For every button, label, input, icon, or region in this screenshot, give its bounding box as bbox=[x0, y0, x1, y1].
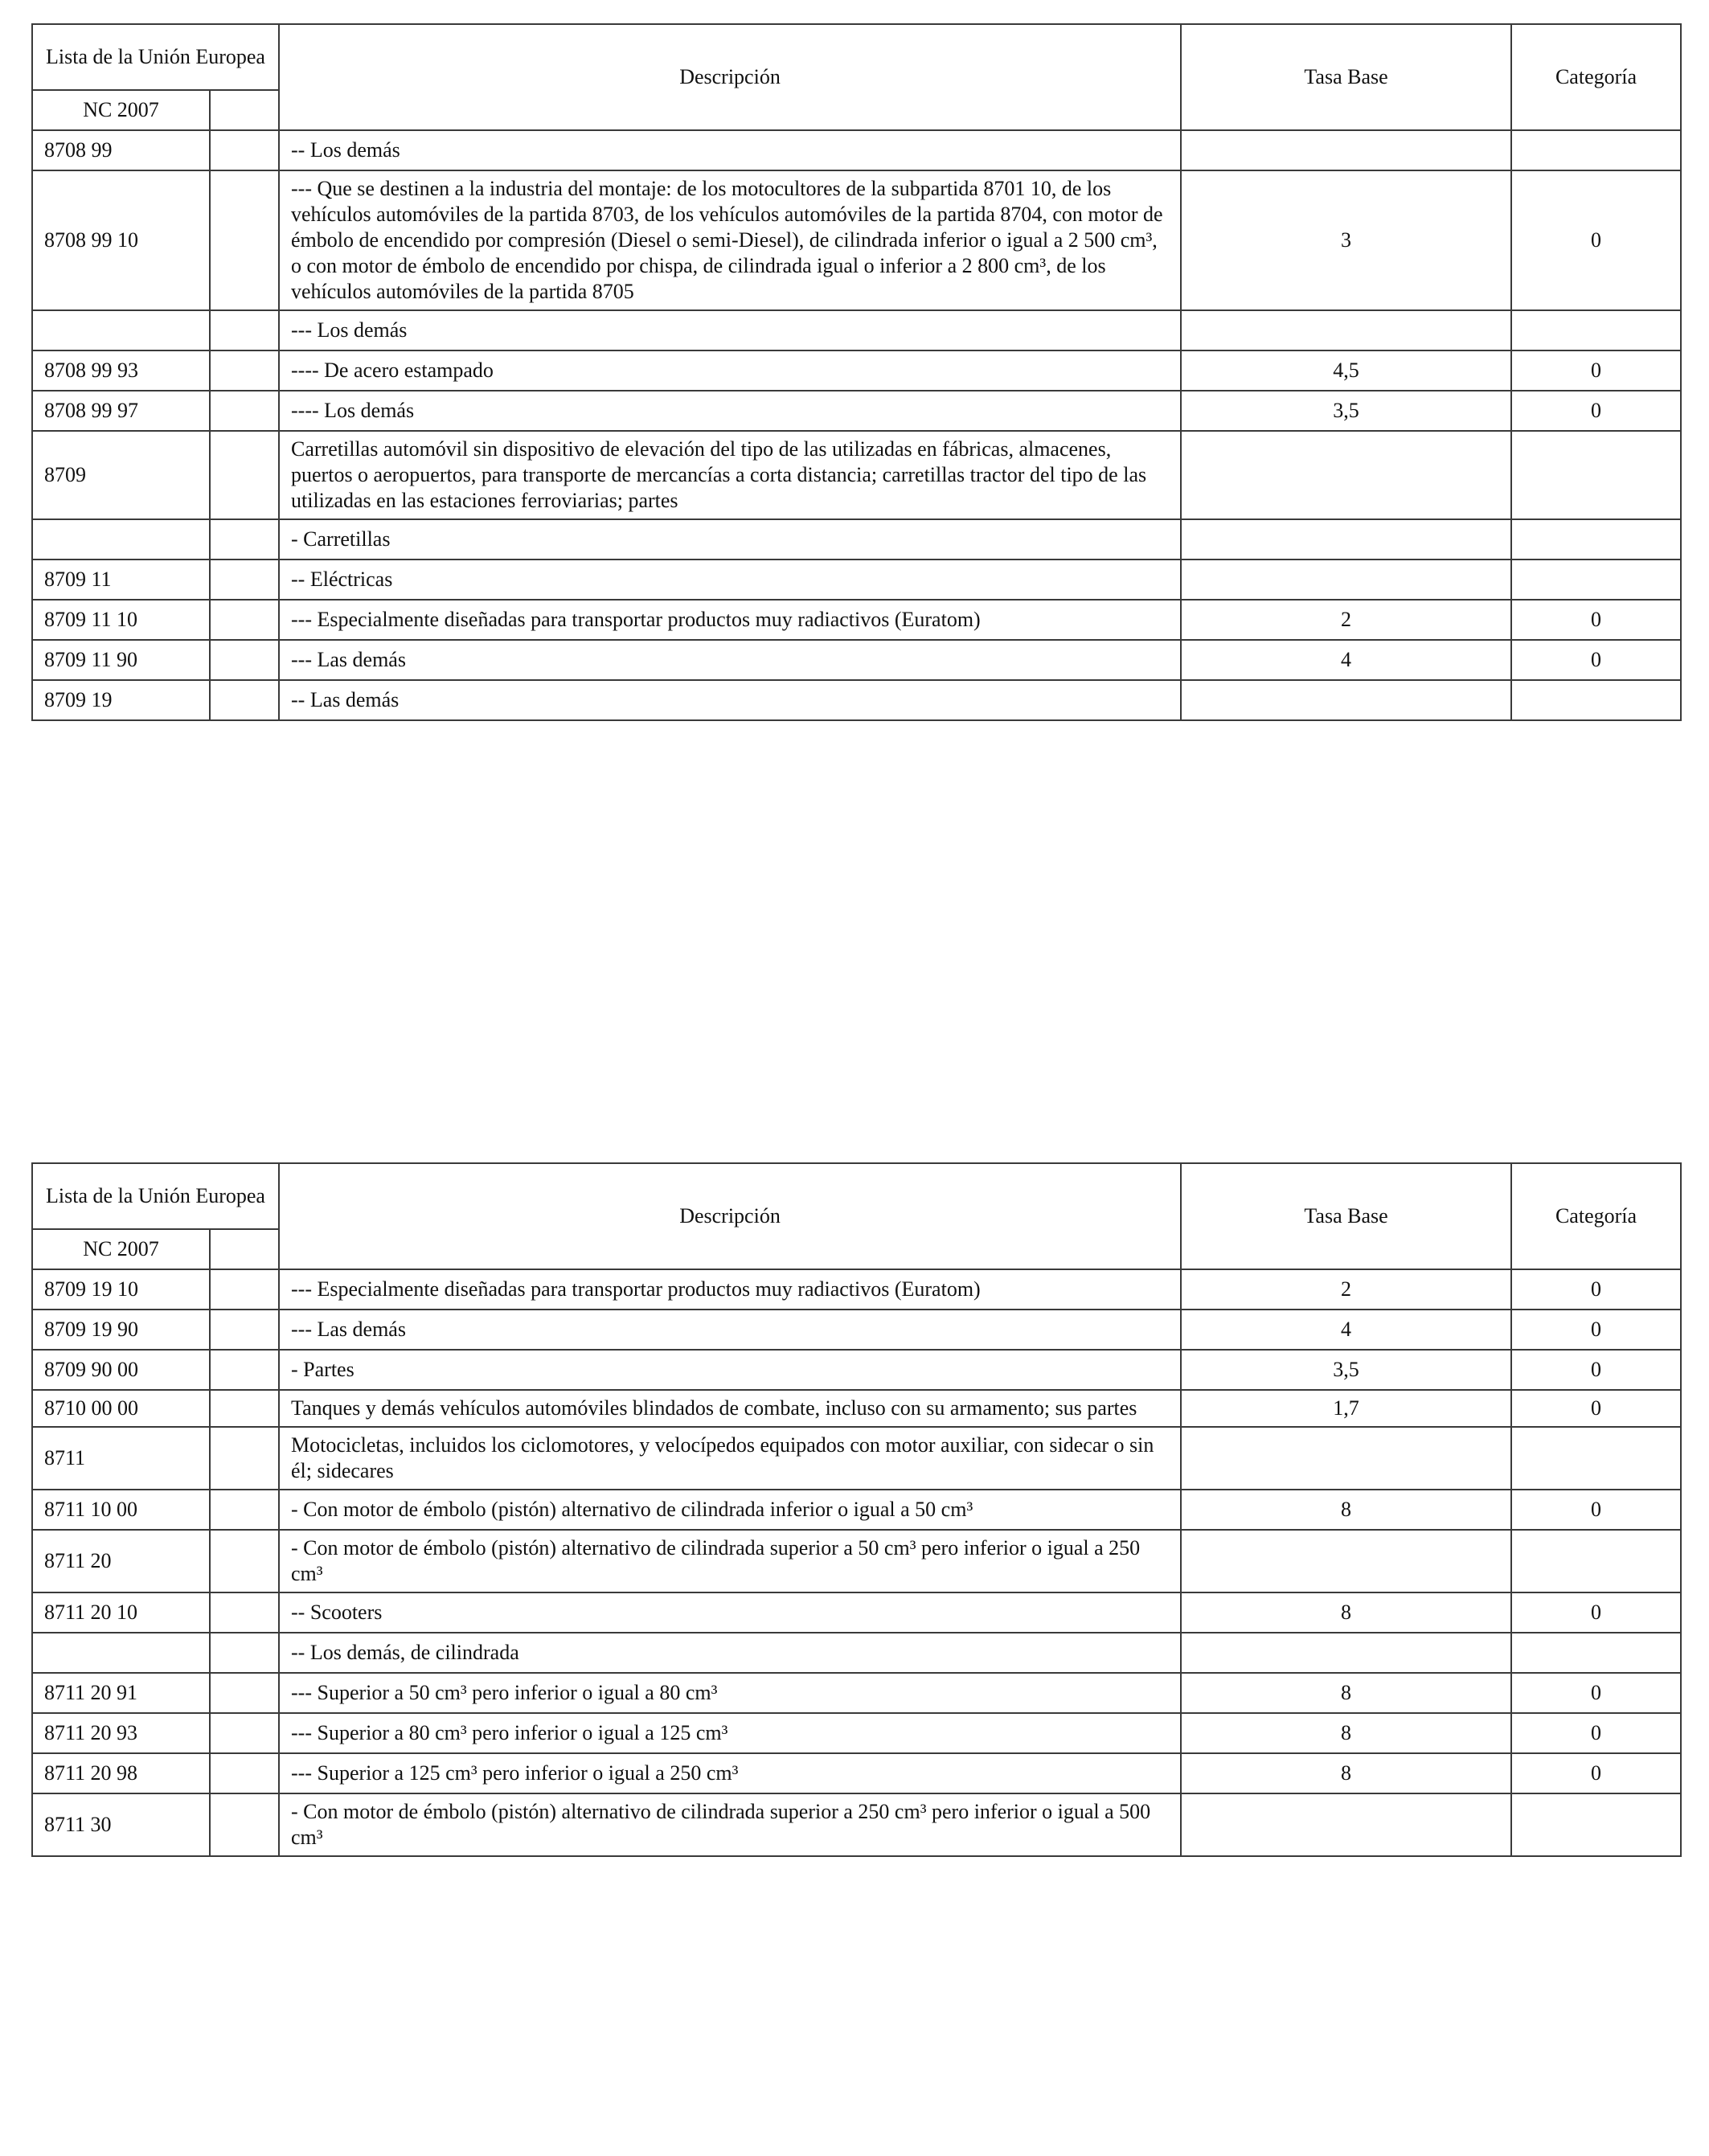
table-row bbox=[32, 1490, 1681, 1530]
tariff-table-1 bbox=[31, 23, 1682, 721]
header-empty-cell bbox=[210, 1229, 279, 1269]
blank-cell bbox=[210, 1390, 279, 1427]
description-cell: -- Las demás bbox=[279, 680, 1181, 720]
table-row bbox=[32, 1713, 1681, 1753]
table-row bbox=[32, 519, 1681, 559]
category-cell bbox=[1511, 1427, 1681, 1490]
description-cell: - Con motor de émbolo (pistón) alternativo de cilindrada inferior o igual a 50 cm³ bbox=[279, 1490, 1181, 1530]
header-row bbox=[32, 1163, 1681, 1229]
code-cell: 8711 10 00 bbox=[32, 1490, 210, 1530]
category-cell bbox=[1511, 130, 1681, 170]
category-cell: 0 bbox=[1511, 1350, 1681, 1390]
blank-cell bbox=[210, 680, 279, 720]
table-row bbox=[32, 391, 1681, 431]
rate-cell bbox=[1181, 680, 1511, 720]
header-empty-cell bbox=[210, 90, 279, 130]
header-description-cell: Descripción bbox=[279, 24, 1181, 130]
description-cell: Carretillas automóvil sin dispositivo de elevación del tipo de las utilizadas en fábricas, almacenes, puertos o aeropuertos, para transporte de mercancías a corta distancia; carretillas tractor del tipo de las utilizadas en las estaciones ferroviarias; partes bbox=[279, 431, 1181, 519]
blank-cell bbox=[210, 1427, 279, 1490]
description-cell: ---- Los demás bbox=[279, 391, 1181, 431]
category-cell bbox=[1511, 431, 1681, 519]
blank-cell bbox=[210, 1793, 279, 1856]
blank-cell bbox=[210, 640, 279, 680]
code-cell: 8709 11 10 bbox=[32, 600, 210, 640]
blank-cell bbox=[210, 391, 279, 431]
code-cell: 8709 19 10 bbox=[32, 1269, 210, 1310]
category-cell: 0 bbox=[1511, 1592, 1681, 1633]
code-cell: 8708 99 97 bbox=[32, 391, 210, 431]
code-cell bbox=[32, 1633, 210, 1673]
category-cell: 0 bbox=[1511, 1310, 1681, 1350]
code-cell: 8709 11 bbox=[32, 559, 210, 600]
table-row bbox=[32, 559, 1681, 600]
table-row bbox=[32, 1592, 1681, 1633]
rate-cell: 4,5 bbox=[1181, 350, 1511, 391]
header-description-cell: Descripción bbox=[279, 1163, 1181, 1269]
blank-cell bbox=[210, 559, 279, 600]
description-cell: --- Especialmente diseñadas para transportar productos muy radiactivos (Euratom) bbox=[279, 1269, 1181, 1310]
description-cell: --- Superior a 125 cm³ pero inferior o igual a 250 cm³ bbox=[279, 1753, 1181, 1793]
category-cell: 0 bbox=[1511, 600, 1681, 640]
blank-cell bbox=[210, 1530, 279, 1592]
table-row bbox=[32, 1793, 1681, 1856]
table-row bbox=[32, 431, 1681, 519]
table-row bbox=[32, 1753, 1681, 1793]
rate-cell: 8 bbox=[1181, 1673, 1511, 1713]
blank-cell bbox=[210, 1350, 279, 1390]
blank-cell bbox=[210, 170, 279, 310]
code-cell: 8710 00 00 bbox=[32, 1390, 210, 1427]
category-cell: 0 bbox=[1511, 1490, 1681, 1530]
description-cell: Motocicletas, incluidos los ciclomotores, y velocípedos equipados con motor auxiliar, con sidecar o sin él; sidecares bbox=[279, 1427, 1181, 1490]
description-cell: ---- De acero estampado bbox=[279, 350, 1181, 391]
table-row bbox=[32, 310, 1681, 350]
description-cell: --- Los demás bbox=[279, 310, 1181, 350]
table-row bbox=[32, 1427, 1681, 1490]
code-cell: 8708 99 10 bbox=[32, 170, 210, 310]
header-list-cell: Lista de la Unión Europea bbox=[32, 1163, 279, 1229]
table-row bbox=[32, 1350, 1681, 1390]
rate-cell bbox=[1181, 1633, 1511, 1673]
blank-cell bbox=[210, 1753, 279, 1793]
tariff-table-2-body bbox=[32, 1163, 1681, 1856]
blank-cell bbox=[210, 1633, 279, 1673]
code-cell: 8711 20 98 bbox=[32, 1753, 210, 1793]
category-cell: 0 bbox=[1511, 1269, 1681, 1310]
code-cell: 8711 30 bbox=[32, 1793, 210, 1856]
rate-cell: 8 bbox=[1181, 1592, 1511, 1633]
code-cell: 8711 20 bbox=[32, 1530, 210, 1592]
tariff-table-1-body bbox=[32, 24, 1681, 720]
description-cell: --- Especialmente diseñadas para transportar productos muy radiactivos (Euratom) bbox=[279, 600, 1181, 640]
code-cell: 8711 20 10 bbox=[32, 1592, 210, 1633]
category-cell bbox=[1511, 310, 1681, 350]
table-row bbox=[32, 1530, 1681, 1592]
blank-cell bbox=[210, 130, 279, 170]
code-cell: 8709 19 bbox=[32, 680, 210, 720]
category-cell bbox=[1511, 1530, 1681, 1592]
blank-cell bbox=[210, 1490, 279, 1530]
code-cell: 8708 99 93 bbox=[32, 350, 210, 391]
table-row bbox=[32, 1390, 1681, 1427]
description-cell: --- Superior a 80 cm³ pero inferior o igual a 125 cm³ bbox=[279, 1713, 1181, 1753]
rate-cell bbox=[1181, 310, 1511, 350]
description-cell: - Carretillas bbox=[279, 519, 1181, 559]
rate-cell bbox=[1181, 1427, 1511, 1490]
blank-cell bbox=[210, 519, 279, 559]
rate-cell bbox=[1181, 559, 1511, 600]
blank-cell bbox=[210, 310, 279, 350]
code-cell: 8711 bbox=[32, 1427, 210, 1490]
blank-cell bbox=[210, 350, 279, 391]
blank-cell bbox=[210, 1673, 279, 1713]
category-cell: 0 bbox=[1511, 1390, 1681, 1427]
rate-cell bbox=[1181, 1793, 1511, 1856]
header-list-cell: Lista de la Unión Europea bbox=[32, 24, 279, 90]
description-cell: --- Que se destinen a la industria del montaje: de los motocultores de la subpartida 8701 10, de los vehículos automóviles de la partida 8703, de los vehículos automóviles de la partida 8704, con motor de émbolo de encendido por compresión (Diesel o semi-Diesel), de cilindrada inferior o igual a 2 500 cm³, o con motor de émbolo de encendido por chispa, de cilindrada igual o inferior a 2 800 cm³, de los vehículos automóviles de la partida 8705 bbox=[279, 170, 1181, 310]
table-row bbox=[32, 1673, 1681, 1713]
code-cell: 8709 bbox=[32, 431, 210, 519]
blank-cell bbox=[210, 1310, 279, 1350]
category-cell: 0 bbox=[1511, 391, 1681, 431]
header-rate-cell: Tasa Base bbox=[1181, 1163, 1511, 1269]
table-row bbox=[32, 680, 1681, 720]
header-category-cell: Categoría bbox=[1511, 24, 1681, 130]
table-row bbox=[32, 1269, 1681, 1310]
code-cell bbox=[32, 519, 210, 559]
description-cell: -- Scooters bbox=[279, 1592, 1181, 1633]
code-cell: 8709 19 90 bbox=[32, 1310, 210, 1350]
rate-cell: 2 bbox=[1181, 1269, 1511, 1310]
code-cell: 8709 90 00 bbox=[32, 1350, 210, 1390]
rate-cell bbox=[1181, 431, 1511, 519]
description-cell: - Con motor de émbolo (pistón) alternativo de cilindrada superior a 250 cm³ pero inferior o igual a 500 cm³ bbox=[279, 1793, 1181, 1856]
rate-cell: 8 bbox=[1181, 1490, 1511, 1530]
table-row bbox=[32, 600, 1681, 640]
rate-cell: 2 bbox=[1181, 600, 1511, 640]
header-rate-cell: Tasa Base bbox=[1181, 24, 1511, 130]
category-cell bbox=[1511, 1633, 1681, 1673]
rate-cell: 1,7 bbox=[1181, 1390, 1511, 1427]
description-cell: --- Superior a 50 cm³ pero inferior o igual a 80 cm³ bbox=[279, 1673, 1181, 1713]
code-cell bbox=[32, 310, 210, 350]
blank-cell bbox=[210, 1592, 279, 1633]
rate-cell: 8 bbox=[1181, 1713, 1511, 1753]
table-row bbox=[32, 170, 1681, 310]
tariff-table-2 bbox=[31, 1162, 1682, 1857]
code-cell: 8709 11 90 bbox=[32, 640, 210, 680]
category-cell bbox=[1511, 680, 1681, 720]
blank-cell bbox=[210, 600, 279, 640]
rate-cell: 3,5 bbox=[1181, 1350, 1511, 1390]
category-cell: 0 bbox=[1511, 1673, 1681, 1713]
rate-cell: 3 bbox=[1181, 170, 1511, 310]
table-row bbox=[32, 640, 1681, 680]
category-cell bbox=[1511, 519, 1681, 559]
header-category-cell: Categoría bbox=[1511, 1163, 1681, 1269]
table-row bbox=[32, 1633, 1681, 1673]
blank-cell bbox=[210, 1269, 279, 1310]
category-cell: 0 bbox=[1511, 1753, 1681, 1793]
category-cell: 0 bbox=[1511, 350, 1681, 391]
header-nc-cell: NC 2007 bbox=[32, 90, 210, 130]
header-nc-cell: NC 2007 bbox=[32, 1229, 210, 1269]
description-cell: -- Los demás bbox=[279, 130, 1181, 170]
description-cell: Tanques y demás vehículos automóviles blindados de combate, incluso con su armamento; sus partes bbox=[279, 1390, 1181, 1427]
code-cell: 8708 99 bbox=[32, 130, 210, 170]
rate-cell bbox=[1181, 519, 1511, 559]
blank-cell bbox=[210, 431, 279, 519]
category-cell: 0 bbox=[1511, 1713, 1681, 1753]
description-cell: --- Las demás bbox=[279, 640, 1181, 680]
rate-cell: 3,5 bbox=[1181, 391, 1511, 431]
table-row bbox=[32, 1310, 1681, 1350]
rate-cell bbox=[1181, 130, 1511, 170]
table-row bbox=[32, 350, 1681, 391]
description-cell: -- Eléctricas bbox=[279, 559, 1181, 600]
description-cell: -- Los demás, de cilindrada bbox=[279, 1633, 1181, 1673]
rate-cell: 4 bbox=[1181, 640, 1511, 680]
category-cell: 0 bbox=[1511, 640, 1681, 680]
category-cell bbox=[1511, 1793, 1681, 1856]
description-cell: - Con motor de émbolo (pistón) alternativo de cilindrada superior a 50 cm³ pero inferior o igual a 250 cm³ bbox=[279, 1530, 1181, 1592]
rate-cell: 4 bbox=[1181, 1310, 1511, 1350]
description-cell: --- Las demás bbox=[279, 1310, 1181, 1350]
table-row bbox=[32, 130, 1681, 170]
category-cell: 0 bbox=[1511, 170, 1681, 310]
code-cell: 8711 20 91 bbox=[32, 1673, 210, 1713]
description-cell: - Partes bbox=[279, 1350, 1181, 1390]
category-cell bbox=[1511, 559, 1681, 600]
blank-cell bbox=[210, 1713, 279, 1753]
header-row bbox=[32, 24, 1681, 90]
rate-cell: 8 bbox=[1181, 1753, 1511, 1793]
code-cell: 8711 20 93 bbox=[32, 1713, 210, 1753]
rate-cell bbox=[1181, 1530, 1511, 1592]
